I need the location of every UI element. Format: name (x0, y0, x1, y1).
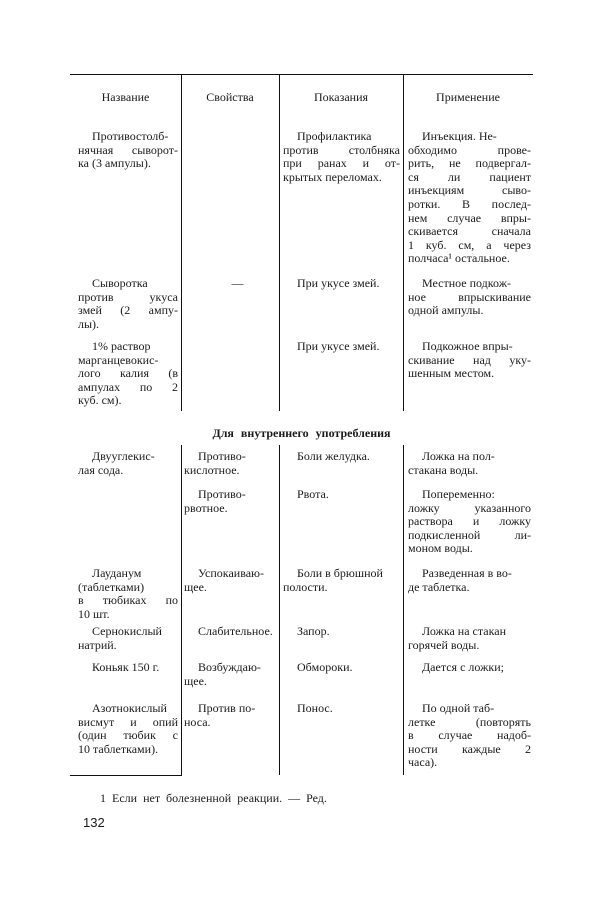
cell-line: натрий. (78, 637, 117, 652)
cell-line: Успокаиваю- (198, 566, 264, 580)
cell-line: де таблетка. (408, 579, 470, 594)
cell-line: подкисленной ли- (408, 527, 531, 542)
cell-line: 10 шт. (78, 606, 110, 621)
table-cell-name (78, 567, 178, 621)
table-cell-props (184, 625, 277, 639)
cell-line: скивается сначала (408, 224, 531, 239)
cell-line: стакана воды. (408, 462, 479, 477)
table-cell-ind (283, 488, 400, 502)
cell-line: Коньяк 150 г. (92, 660, 160, 674)
cell-line: лы). (78, 316, 100, 331)
table-cell-name (78, 625, 178, 652)
table-cell-use (408, 661, 531, 675)
cell-line: — (231, 276, 244, 290)
table-cell-ind (283, 450, 400, 464)
column-divider (403, 445, 404, 775)
cell-line: лого калия (в (78, 366, 178, 381)
cell-line: ампулах по 2 (78, 379, 178, 394)
table-cell-ind (283, 625, 400, 639)
header-application: Применение (436, 90, 500, 104)
cell-line: Понос. (297, 701, 333, 715)
table-cell-ind (283, 702, 400, 716)
cell-line: рить, не подвергал- (408, 156, 531, 171)
cell-line: горячей воды. (408, 637, 480, 652)
table-cell-props (184, 277, 277, 291)
cell-line: Местное подкож- (422, 276, 511, 290)
table-top-rule (70, 74, 533, 75)
cell-line: щее. (184, 673, 207, 688)
cell-line: щее. (184, 579, 207, 594)
cell-line: против укуса (78, 289, 178, 304)
column-divider (279, 74, 280, 411)
table-cell-name (78, 277, 178, 331)
column-divider (403, 74, 404, 411)
table-cell-ind (283, 340, 400, 354)
cell-line: Боли в брюшной (297, 566, 383, 580)
cell-line: Боли желудка. (297, 449, 370, 463)
cell-line: марганцевокис- (78, 352, 159, 367)
cell-line: Лауданум (92, 566, 142, 580)
cell-line: Рвота. (297, 487, 329, 501)
header-name: Название (101, 90, 150, 104)
cell-line: змей (2 ампу- (78, 303, 178, 318)
cell-line: моном воды. (408, 541, 473, 556)
cell-line: ся ли пациент (408, 169, 531, 184)
table-bottom-rule (70, 775, 182, 776)
cell-line: (один тюбик с (78, 728, 178, 743)
column-divider (181, 74, 182, 411)
cell-line: лая сода. (78, 462, 124, 477)
cell-line: крытых переломах. (283, 169, 382, 184)
cell-line: Возбуждаю- (198, 660, 261, 674)
cell-line: 1% раствор (92, 339, 151, 353)
cell-line: полчаса¹ остальное. (408, 251, 510, 266)
cell-line: Азотнокислый (92, 701, 167, 715)
cell-line: шенным местом. (408, 366, 495, 381)
cell-line: Ложка на пол- (422, 449, 495, 463)
cell-line: висмут и опий (78, 714, 178, 729)
cell-line: Слабительное. (198, 624, 273, 638)
cell-line: Ложка на стакан (422, 624, 506, 638)
cell-line: кислотное. (184, 462, 240, 477)
cell-line: летке (повторять (408, 714, 531, 729)
cell-line: против столбняка (283, 142, 400, 157)
table-cell-ind (283, 130, 400, 184)
cell-line: 10 таблетками). (78, 741, 159, 756)
cell-line: Противостолб- (92, 129, 169, 143)
table-cell-name (78, 661, 178, 675)
cell-line: скивание над уку- (408, 352, 531, 367)
table-cell-name (78, 340, 178, 408)
cell-line: Сернокислый (92, 624, 162, 638)
cell-line: инъекциям сыво- (408, 183, 531, 198)
cell-line: Обмороки. (297, 660, 353, 674)
cell-line: ное впрыскивание (408, 289, 531, 304)
cell-line: Противо- (198, 449, 246, 463)
cell-line: Подкожное впры- (422, 339, 513, 353)
cell-line: нячная сыворот- (78, 142, 178, 157)
table-cell-use (408, 488, 531, 556)
table-cell-use (408, 130, 531, 266)
cell-line: При укусе змей. (297, 276, 380, 290)
table-cell-name (78, 450, 178, 477)
cell-line: 1 куб. см, а через (408, 237, 531, 252)
cell-line: ложку указанного (408, 500, 531, 515)
table-cell-ind (283, 277, 400, 291)
table-cell-use (408, 625, 531, 652)
cell-line: куб. см). (78, 393, 122, 408)
cell-line: одной ампулы. (408, 303, 484, 318)
table-cell-ind (283, 661, 400, 675)
page-number: 132 (83, 815, 105, 830)
cell-line: При укусе змей. (297, 339, 380, 353)
table-cell-name (78, 702, 178, 756)
column-divider (181, 445, 182, 776)
table-cell-use (408, 277, 531, 318)
header-properties: Свойства (206, 90, 254, 104)
cell-line: рвотное. (184, 500, 228, 515)
cell-line: полости. (283, 579, 328, 594)
table-cell-use (408, 450, 531, 477)
cell-line: обходимо прове- (408, 142, 531, 157)
cell-line: Против по- (198, 701, 256, 715)
cell-line: Попеременно: (422, 487, 495, 501)
table-cell-props (184, 488, 277, 515)
cell-line: часа). (408, 755, 438, 770)
cell-line: раствора и ложку (408, 514, 531, 529)
column-divider (279, 445, 280, 775)
cell-line: в тюбиках по (78, 593, 178, 608)
footnote: 1 Если нет болезненной реакции. — Ред. (100, 791, 327, 805)
section-heading: Для внутреннего употребления (212, 426, 391, 440)
table-cell-props (184, 702, 277, 729)
table-cell-props (184, 567, 277, 594)
cell-line: при ранах и от- (283, 156, 400, 171)
table-cell-ind (283, 567, 400, 594)
cell-line: носа. (184, 714, 211, 729)
cell-line: Разведенная в во- (422, 566, 512, 580)
cell-line: (таблетками) (78, 579, 145, 594)
table-cell-props (184, 661, 277, 688)
cell-line: Дается с ложки; (422, 660, 504, 674)
cell-line: нем случае впры- (408, 210, 531, 225)
cell-line: Инъекция. Не- (422, 129, 497, 143)
cell-line: в случае надоб- (408, 728, 531, 743)
cell-line: Сыворотка (92, 276, 148, 290)
cell-line: ротки. В послед- (408, 196, 531, 211)
table-cell-use (408, 340, 531, 381)
cell-line: По одной таб- (422, 701, 495, 715)
table-cell-props (184, 450, 277, 477)
table-cell-use (408, 567, 531, 594)
cell-line: Двууглекис- (92, 449, 155, 463)
cell-line: ности каждые 2 (408, 741, 531, 756)
cell-line: Запор. (297, 624, 330, 638)
table-cell-use (408, 702, 531, 770)
cell-line: Противо- (198, 487, 246, 501)
header-indications: Показания (313, 90, 369, 104)
cell-line: Профилактика (297, 129, 372, 143)
cell-line: ка (3 ампулы). (78, 156, 151, 171)
table-cell-name (78, 130, 178, 171)
